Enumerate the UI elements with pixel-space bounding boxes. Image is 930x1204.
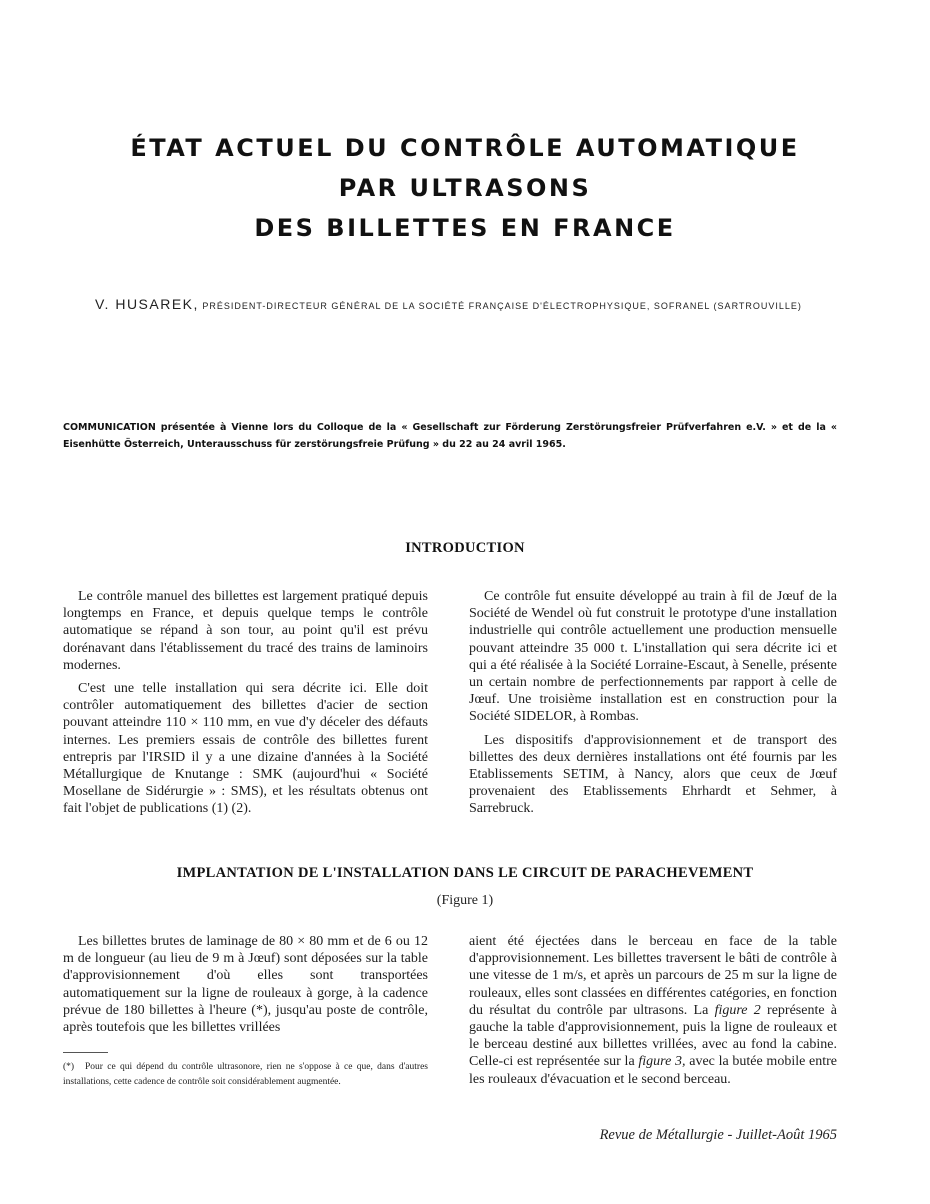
introduction-right-column [469,588,837,818]
author-affiliation: PRÉSIDENT-DIRECTEUR GÉNÉRAL DE LA SOCIÉTÉ FRANÇAISE D'ÉLECTROPHYSIQUE, SOFRANEL (SARTROUVILLE) [202,301,802,311]
title-line-2: PAR ULTRASONS [338,174,592,202]
journal-footer: Revue de Métallurgie - Juillet-Août 1965 [599,1127,837,1143]
footnote-text: Pour ce qui dépend du contrôle ultrasonore, rien ne s'oppose à ce que, dans d'autres installations, cette cadence de contrôle soit considérablement augmentée. [63,1062,428,1087]
article-title [0,128,930,248]
paragraph [469,933,837,1088]
figure-2-link: figure 2 [714,1002,761,1018]
author-name: V. HUSAREK, [95,296,199,312]
text-run: représente à gauche la table d'approvisionnement, puis la ligne de rouleaux et le berceau destiné aux billettes vrillées, avec au fond la cabine. Celle-ci est représentée sur la [469,1002,838,1070]
title-line-3: DES BILLETTES EN FRANCE [254,214,676,242]
title-line-1: ÉTAT ACTUEL DU CONTRÔLE AUTOMATIQUE [130,134,800,162]
paragraph: Les dispositifs d'approvisionnement et de transport des billettes des deux dernières installations ont été fournis par les Etablissements SETIM, à Nancy, alors que ceux de Jœuf provenaient des Etablissements Ehrhardt et Sehmer, à Sarrebruck. [469,732,837,817]
implantation-left-column [63,933,428,1036]
footnote-mark: (*) [63,1062,75,1072]
paragraph: Le contrôle manuel des billettes est largement pratiqué depuis longtemps en France, et depuis quelque temps le contrôle automatique se répand à son tour, au point qu'il est prévu dorénavant dans l'établissement du tracé des trains de laminoirs modernes. [63,589,428,673]
implantation-right-column [469,933,837,1088]
implantation-heading: IMPLANTATION DE L'INSTALLATION DANS LE CIRCUIT DE PARACHEVEMENT [176,865,754,881]
introduction-heading: INTRODUCTION [405,540,525,556]
figure-reference: (Figure 1) [436,893,494,908]
communication-note: COMMUNICATION présentée à Vienne lors du Colloque de la « Gesellschaft zur Förderung Zerstörungsfreier Prüfverfahren e.V. » et de la « Eisenhütte Österreich, Unterausschuss für zerstörungsfreie Prüfung » du 22 au 24 avril 1965. [63,422,837,450]
author-byline [95,296,855,312]
text-run: aient été éjectées dans le berceau en face de la table d'approvisionnement. Les billettes traversent le bâti de contrôle à une vitesse de 1 m/s, et après un parcours de 25 m sur la ligne de rouleaux, elles sont classées en différentes catégories, en fonction du résultat du contrôle par ultrasons. La [469,934,837,1018]
introduction-left-column [63,588,428,818]
paragraph: Les billettes brutes de laminage de 80 × 80 mm et de 6 ou 12 m de longueur (au lieu de 9 m à Jœuf) sont déposées sur la table d'approvisionnement d'où elles sont transportées automatiquement sur la ligne de rouleaux à gorge, à la cadence prévue de 180 billettes à l'heure (*), jusqu'au poste de contrôle, après toutefois que les billettes vrillées [63,934,428,1036]
paragraph: C'est une telle installation qui sera décrite ici. Elle doit contrôler automatiquement des billettes d'acier de section pouvant atteindre 110 × 110 mm, en vue d'y déceler des défauts internes. Les premiers essais de contrôle des billettes furent entrepris par l'IRSID il y a une dizaine d'années à la Société Métallurgique de Knutange : SMK (aujourd'hui « Société Mosellane de Sidérurgie » : SMS), et les résultats obtenus ont fait l'objet de publications (1) (2). [63,681,428,817]
figure-3-link: figure 3, [638,1054,686,1070]
footnote-divider [63,1052,108,1053]
footnote [63,1060,428,1090]
text-run: avec la butée mobile entre les rouleaux d'évacuation et le second berceau. [469,1054,838,1087]
paragraph: Ce contrôle fut ensuite développé au train à fil de Jœuf de la Société de Wendel où fut construit le prototype d'une installation industrielle qui contrôle actuellement une production mensuelle pouvant atteindre 35 000 t. L'installation qui sera décrite ici et qui a été réalisée à la Société Lorraine-Escaut, à Senelle, présente un certain nombre de perfectionnements par rapport à celle de Jœuf. Une troisième installation est en construction pour la Société SIDELOR, à Rombas. [469,589,837,725]
